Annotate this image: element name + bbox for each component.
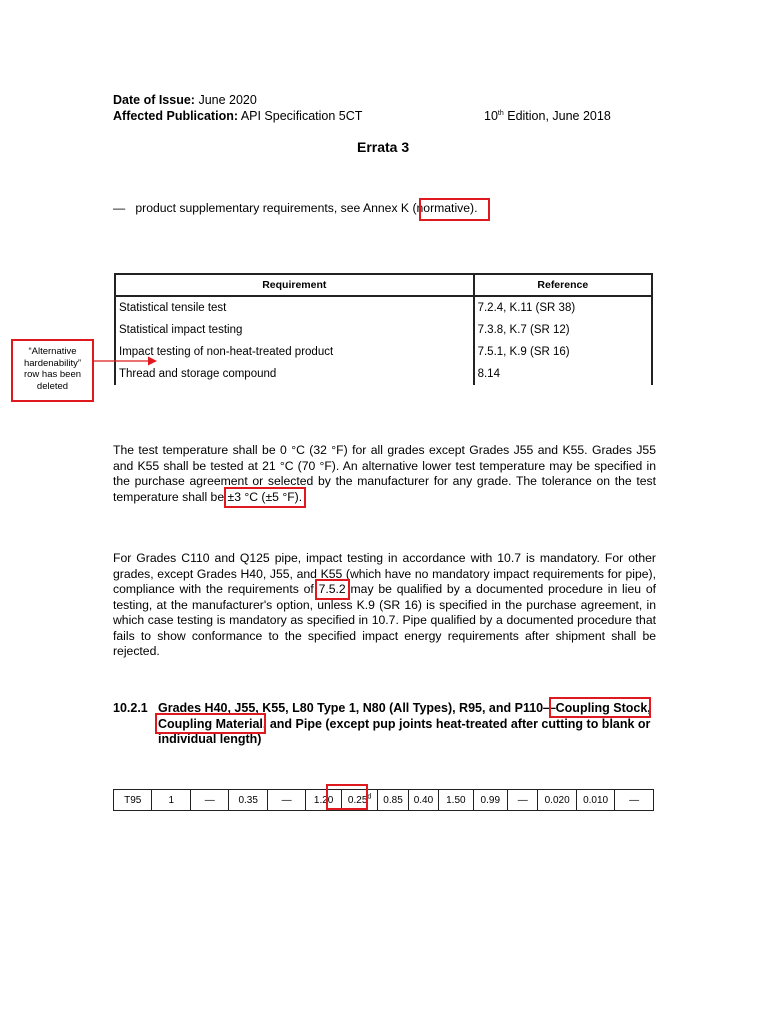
publication-label: Affected Publication: [113, 109, 239, 123]
highlight-box-normative [419, 198, 490, 221]
table-cell: 7.2.4, K.11 (SR 38) [474, 296, 652, 319]
table-cell: Statistical impact testing [115, 319, 474, 341]
annotation-line: “Alternative [28, 346, 77, 357]
item-dash: — [113, 201, 126, 215]
document-header [113, 92, 633, 124]
annotation-line: hardenability” [23, 357, 82, 369]
requirement-table [114, 273, 653, 385]
table-cell: 8.14 [474, 363, 652, 385]
highlight-box-tolerance [224, 487, 306, 508]
table-cell: 0.020 [538, 790, 576, 811]
table-cell: Thread and storage compound [115, 363, 474, 385]
paragraph-test-temperature [113, 443, 656, 505]
affected-publication [113, 108, 633, 124]
table-cell: — [508, 790, 538, 811]
edition [484, 108, 611, 124]
table-row [115, 341, 652, 363]
annotation-arrow-icon [94, 355, 158, 367]
deletion-annotation [11, 339, 94, 402]
table-cell: Statistical tensile test [115, 296, 474, 319]
highlight-box-clause [315, 579, 350, 600]
column-header-reference: Reference [474, 274, 652, 296]
table-cell: T95 [114, 790, 152, 811]
table-cell: 1.20 [306, 790, 341, 811]
edition-suffix: th [497, 109, 504, 117]
publication-value: API Specification 5CT [240, 109, 363, 123]
table-row [114, 790, 654, 811]
edition-date: Edition, June 2018 [507, 109, 611, 123]
table-cell: Impact testing of non-heat-treated product [115, 341, 474, 363]
table-row [115, 319, 652, 341]
table-header-row [115, 274, 652, 296]
tolerance-highlight: ±3 °C (±5 °F). [227, 489, 303, 504]
table-cell: 0.40 [408, 790, 438, 811]
table-cell: 0.010 [576, 790, 614, 811]
date-of-issue [113, 92, 633, 108]
table-row [115, 363, 652, 385]
highlight-box-coupling-material [155, 713, 266, 734]
annotation-line: deleted [36, 380, 69, 392]
coupling-stock-highlight: Coupling Stock, [555, 701, 651, 715]
section-number: 10.2.1 [113, 701, 148, 715]
table-cell: — [615, 790, 654, 811]
table-cell: 0.99 [473, 790, 507, 811]
annotation-line: row has been [23, 369, 82, 380]
table-cell: 7.5.1, K.9 (SR 16) [474, 341, 652, 363]
table-cell: 7.3.8, K.7 (SR 12) [474, 319, 652, 341]
edition-number: 10 [484, 109, 498, 123]
date-value: June 2020 [198, 93, 257, 107]
table-cell: — [267, 790, 305, 811]
paragraph-text: For Grades C110 and Q125 pipe, impact testing in accordance with 10.7 is mandatory. For other grades, except Grades H40, J55, and K55 (which have no mandatory impact requirements for pipe), compliance with the requirements of [113, 551, 656, 596]
highlight-box-value [326, 784, 368, 810]
section-title-text: and Pipe (except pup joints heat-treated after cutting to blank or individual length) [158, 716, 651, 746]
item-text: product supplementary requirements, see Annex K [135, 201, 410, 215]
clause-highlight: 7.5.2 [318, 582, 346, 596]
paragraph-impact-testing [113, 551, 656, 660]
page-title: Errata 3 [357, 139, 410, 155]
section-title-text: Grades H40, J55, K55, L80 Type 1, N80 (All Types), R95, and P110— [158, 701, 556, 715]
table-row [115, 296, 652, 319]
coupling-material-highlight: Coupling Material, [158, 716, 267, 731]
paragraph-text: may be qualified by a documented procedure in lieu of testing, at the manufacturer's option, unless K.9 (SR 16) is specified in the purchase agreement, in which case testing is mandatory as specified in 10.7. Pipe qualified by a documented procedure that fails to show conformance to the specified impact energy requirements after shipment shall be rejected. [113, 582, 656, 658]
normative-highlight: (normative). [412, 201, 478, 215]
cell-value: 0.25 [347, 794, 368, 806]
table-cell: 0.85 [378, 790, 408, 811]
table-cell: 1 [152, 790, 190, 811]
highlight-box-coupling-stock [549, 697, 651, 718]
column-header-requirement: Requirement [115, 274, 474, 296]
table-cell: 1.50 [439, 790, 473, 811]
date-label: Date of Issue: [113, 93, 195, 107]
table-cell: 0.35 [229, 790, 267, 811]
table-cell: — [190, 790, 228, 811]
footnote-marker: d [367, 793, 372, 801]
paragraph-text: The test temperature shall be 0 °C (32 °F) for all grades except Grades J55 and K55. Grades J55 and K55 shall be tested at 21 °C (70 °F). An alternative lower test temperature may be specified in the purchase agreement or selected by the manufacturer for any grade. The tolerance on the test temperature shall be [113, 443, 656, 504]
chemistry-row-table [113, 789, 654, 811]
